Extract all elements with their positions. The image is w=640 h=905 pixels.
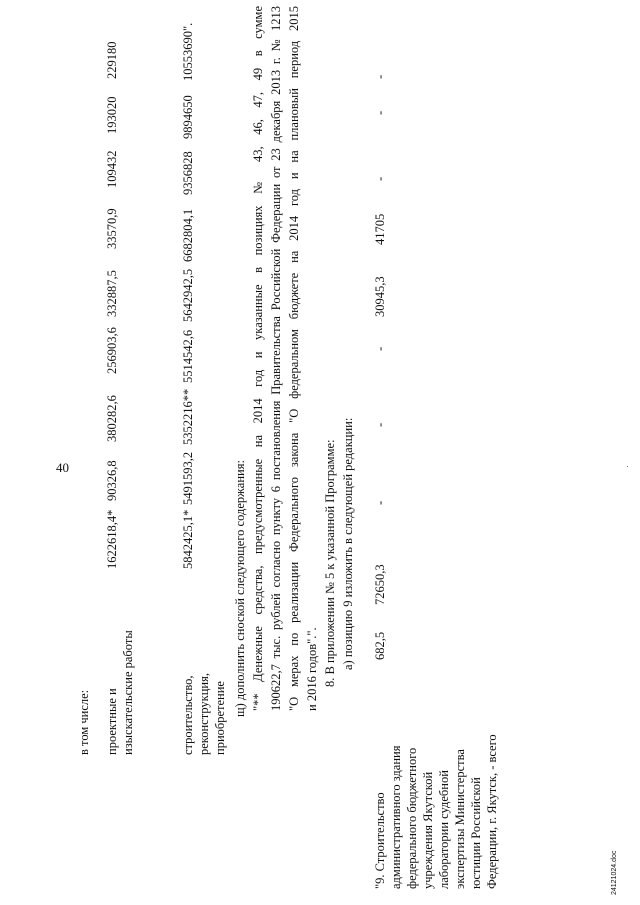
cell: 5842425,1* xyxy=(181,509,195,569)
cell: 256903,6 xyxy=(105,327,119,374)
footnote-line: 190622,7 тыс. рублей согласно пункту 6 постановления Правительства Российской Федерации от 23 декабря 2013 г. № 1213 xyxy=(269,6,283,711)
cell: - xyxy=(373,422,387,427)
cell: 193020 xyxy=(105,96,119,134)
cell: 33570,9 xyxy=(105,208,119,249)
cell: 380282,6 xyxy=(105,395,119,442)
cell: - xyxy=(373,176,387,181)
item-shch: щ) дополнить сноской следующего содержания: xyxy=(233,460,247,717)
cell: 109432 xyxy=(105,150,119,188)
cell: 10553690". xyxy=(181,22,195,81)
cell: 5491593,2 xyxy=(181,451,195,505)
cell: 229180 xyxy=(105,41,119,79)
cell: 1622618,4* xyxy=(105,509,119,569)
page-number: 40 xyxy=(56,460,69,475)
cell: 30945,3 xyxy=(373,276,387,317)
cell: - xyxy=(373,74,387,79)
item-8: 8. В приложении № 5 к указанной Программе: xyxy=(323,439,337,687)
row-label-design-works: проектные и изыскательские работы xyxy=(105,630,135,755)
section-label: в том числе: xyxy=(77,689,91,755)
footer-code: 24121024.doc xyxy=(611,850,618,895)
item-8a: а) позицию 9 изложить в следующей редакции: xyxy=(341,417,355,670)
cell: 90326,8 xyxy=(105,460,119,501)
cell: 6682804,1 xyxy=(181,208,195,262)
cell: - xyxy=(373,110,387,115)
footnote-line: и 2016 годов".". xyxy=(305,627,319,711)
cell: 682,5 xyxy=(373,631,387,660)
cell: 5514542,6 xyxy=(181,329,195,383)
cell: 72650,3 xyxy=(373,564,387,605)
footnote-line: "** Денежные средства, предусмотренные на 2014 год и указанные в позициях № 43, 46, 47, 49 в сумме xyxy=(251,6,265,711)
footnote-line: "О мерах по реализации Федерального закона "О федеральном бюджете на 2014 год и на плановый период 2015 xyxy=(287,6,301,711)
cell: 5642942,5 xyxy=(181,268,195,322)
cell: 332887,5 xyxy=(105,270,119,317)
cell: 9356828 xyxy=(181,151,195,195)
cell: - xyxy=(373,500,387,505)
cell: 9894650 xyxy=(181,95,195,139)
row-label-construction: строительство, реконструкция, приобретение xyxy=(181,672,227,755)
row-label-position-9: "9. Строительство административного здания федерального бюджетного учреждения Якутской лаборатории судебной экспертизы Министерства юстиции Российской Федерации, г. Якутск, - всего xyxy=(373,734,499,889)
cell: 5352216** xyxy=(181,388,195,445)
cell: 41705 xyxy=(373,213,387,245)
scan-mark xyxy=(627,466,628,467)
cell: - xyxy=(373,346,387,351)
